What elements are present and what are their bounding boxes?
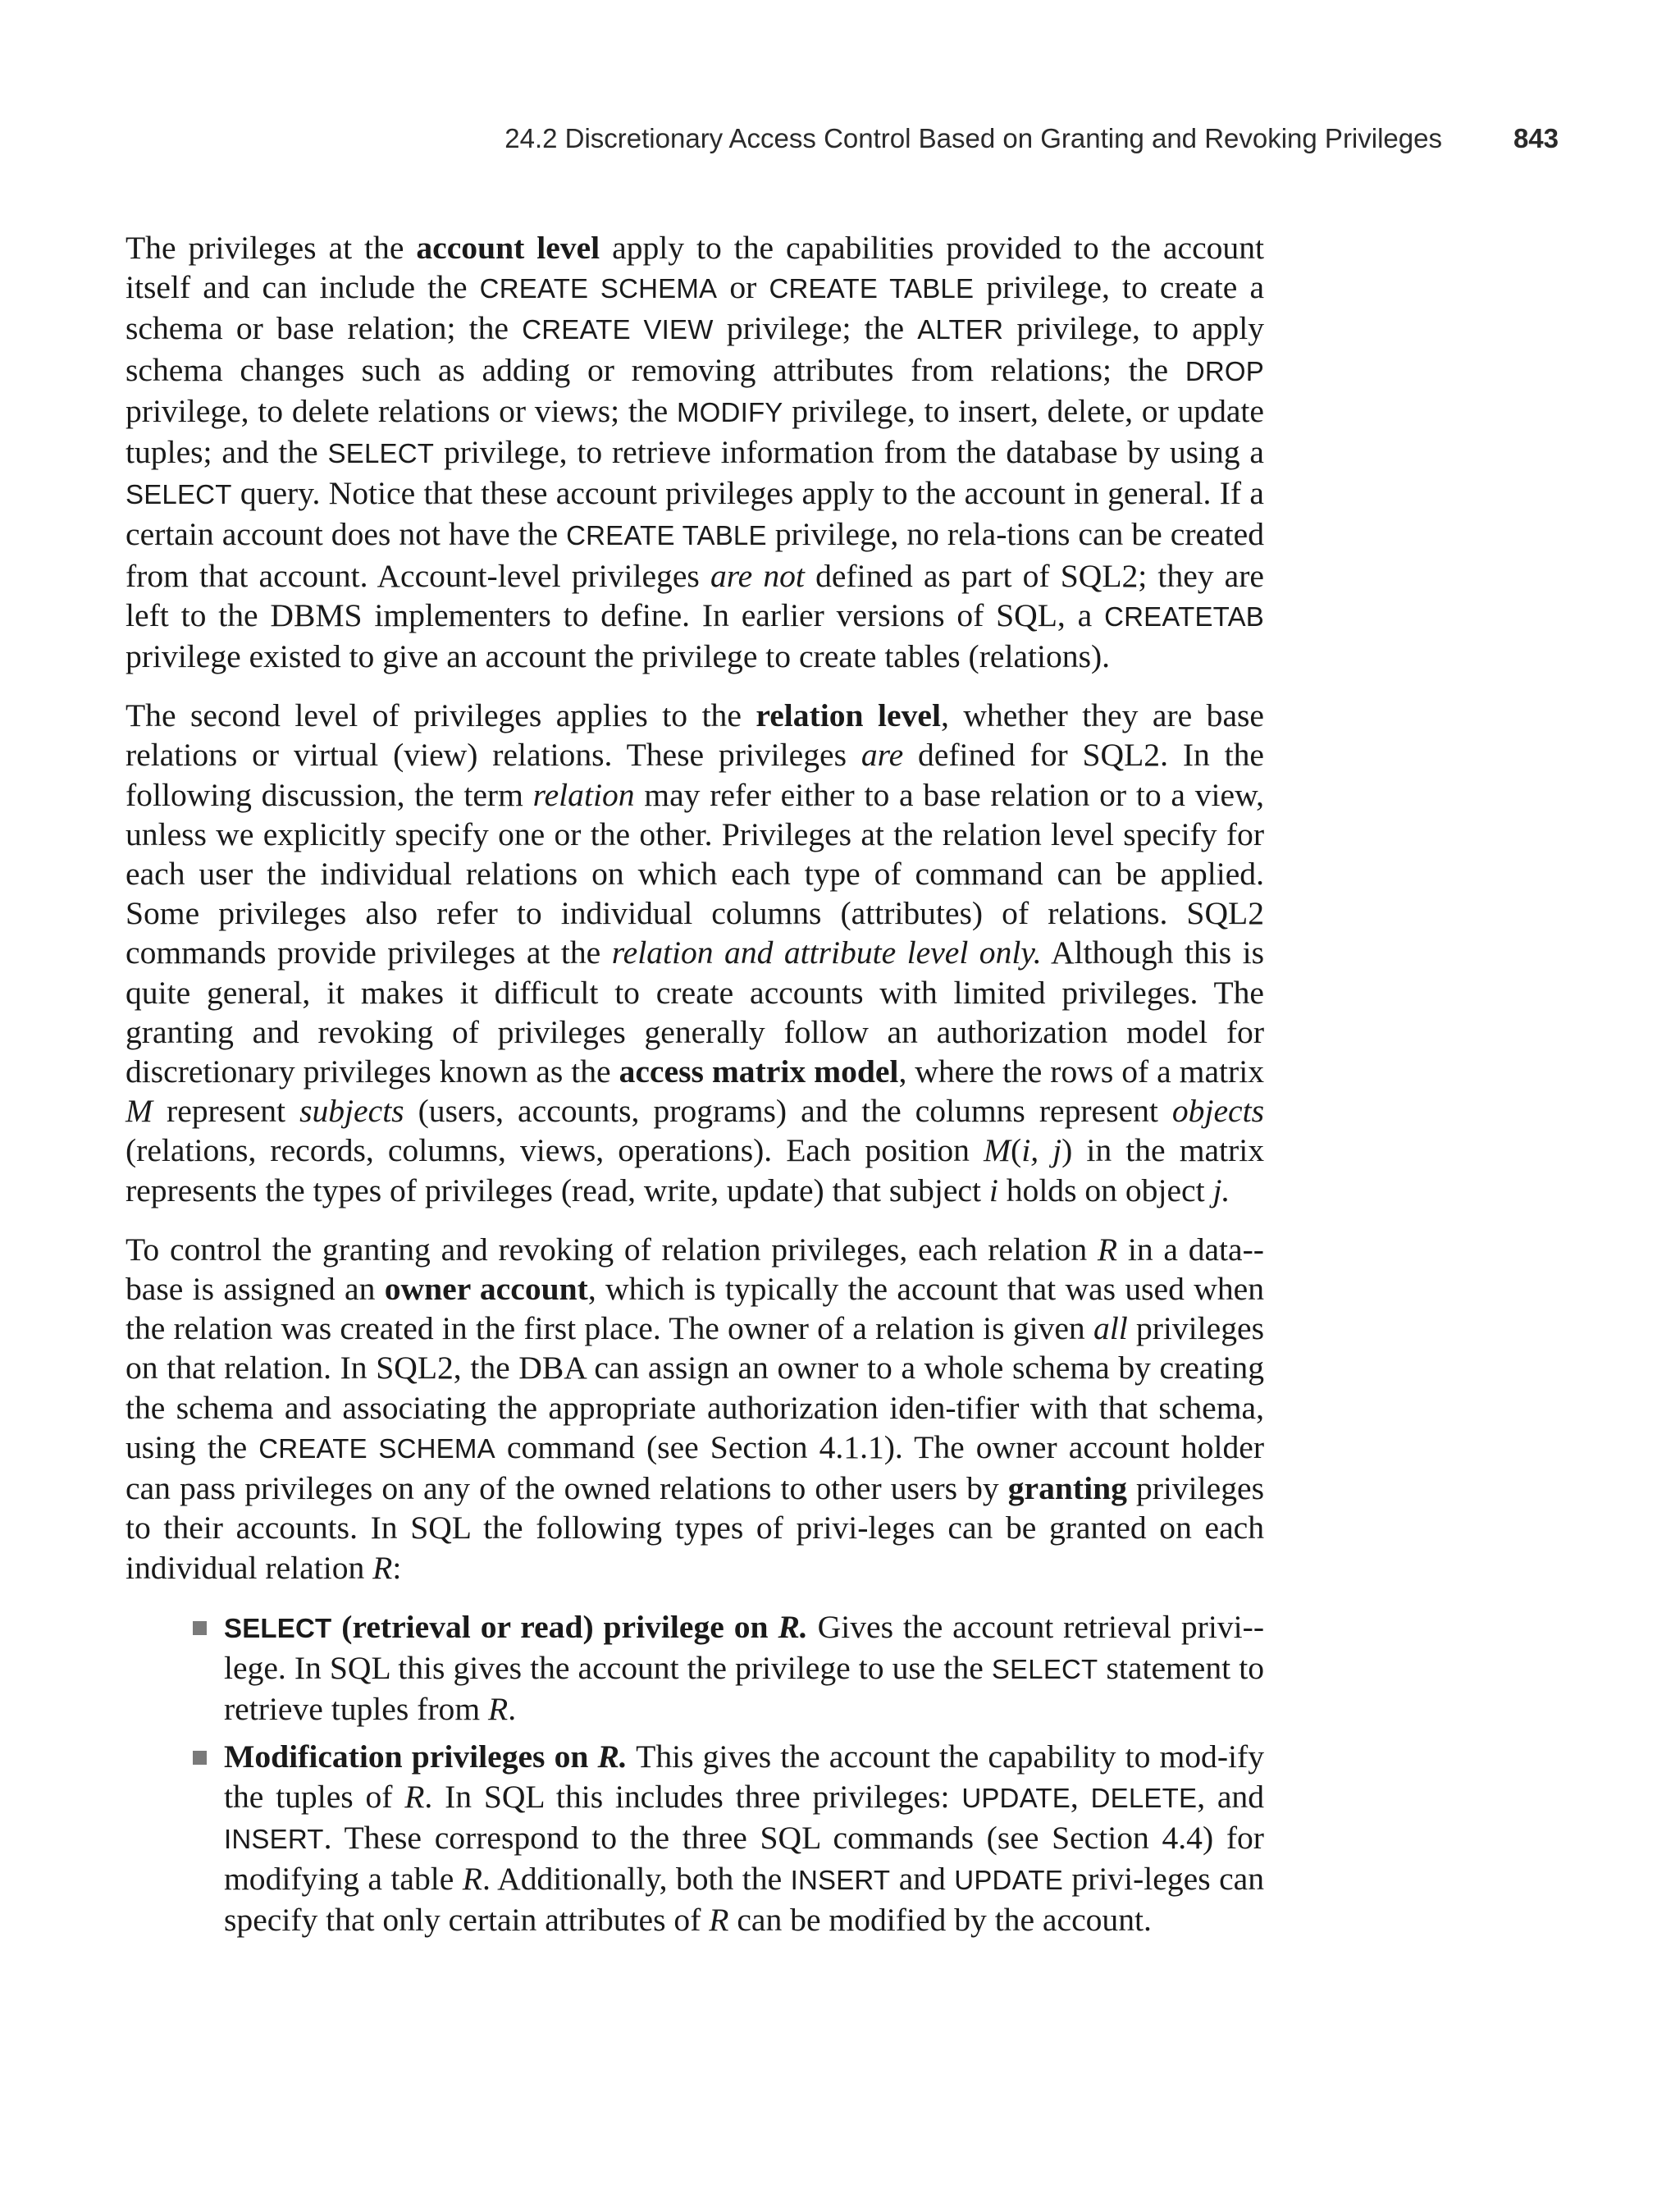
- emphasis: R: [372, 1549, 393, 1586]
- text-run: The privileges at the: [126, 230, 417, 266]
- paragraph-relation-level: [126, 696, 1264, 1210]
- emphasis: i: [988, 1172, 998, 1208]
- text-run: privilege, to apply schema changes such as adding or removing attributes from relations; the: [126, 310, 1265, 388]
- sql-keyword: UPDATE: [961, 1782, 1071, 1813]
- sql-keyword: DELETE: [1090, 1782, 1198, 1813]
- text-run: privilege, to create a schema or base relation; the: [126, 269, 1265, 347]
- sql-keyword: CREATE TABLE: [769, 273, 975, 304]
- emphasis: relation: [532, 776, 635, 813]
- sql-keyword: CREATE TABLE: [566, 520, 767, 551]
- text-run: This gives the account the capability to mod-ify the tuples of: [224, 1738, 1264, 1815]
- emphasis: R: [1097, 1231, 1118, 1268]
- text-run: privilege, no rela-tions can be created from that account. Account-level privileges: [126, 516, 1264, 594]
- paragraph-owner-account: [126, 1230, 1264, 1588]
- emphasis: R: [488, 1691, 509, 1728]
- text-run: privi-leges can specify that only certain attributes of: [224, 1860, 1264, 1939]
- running-head: [427, 120, 1559, 158]
- bold-run: Modification privileges on: [224, 1738, 598, 1775]
- list-item-modification-privileges: [224, 1737, 1264, 1939]
- emphasis: R.: [778, 1608, 808, 1645]
- sql-keyword: UPDATE: [954, 1864, 1063, 1895]
- paragraph-account-level: [126, 228, 1264, 676]
- sql-keyword: CREATE VIEW: [522, 314, 714, 345]
- emphasis: objects: [1171, 1093, 1264, 1130]
- text-run: (relations, records, columns, views, operations). Each position: [126, 1132, 984, 1169]
- emphasis: subjects: [299, 1093, 404, 1130]
- square-bullet-icon: [193, 1621, 207, 1635]
- sql-keyword: INSERT: [224, 1823, 324, 1854]
- sql-keyword: CREATE SCHEMA: [479, 273, 718, 304]
- text-run: Gives the account retrieval privi-lege. In SQL this gives the account the privilege to use the: [224, 1608, 1264, 1686]
- text-run: defined as part of SQL2; they are left to the DBMS implementers to define. In earlier versions of SQL, a: [126, 557, 1264, 633]
- text-run: ) in the matrix represents the types of privileges (read, write, update) that subject: [126, 1132, 1265, 1208]
- text-run: can be modified by the account.: [728, 1902, 1152, 1939]
- list-item-select-privilege: [224, 1607, 1264, 1729]
- body-text: [126, 228, 1264, 1948]
- text-run: , which is typically the account that was used when the relation was created in the first place. The owner of a relation is given: [126, 1271, 1264, 1347]
- sql-keyword: SELECT: [327, 438, 435, 469]
- sql-keyword: INSERT: [790, 1864, 891, 1895]
- section-title: 24.2 Discretionary Access Control Based on Granting and Revoking Privileges: [504, 123, 1442, 153]
- text-run: defined for SQL2. In the following discussion, the term: [126, 737, 1264, 813]
- text-run: apply to the capabilities provided to the account itself and can include the: [126, 230, 1264, 306]
- text-run: privilege, to retrieve information from the database by using a: [434, 434, 1264, 471]
- sql-keyword: CREATE SCHEMA: [258, 1432, 495, 1464]
- sql-keyword: SELECT: [126, 479, 232, 510]
- text-run: Although this is quite general, it makes it difficult to create accounts with limited privileges. The granting and revoking of privileges generally follow an authorization model for discretionary privileges known as the: [126, 934, 1264, 1090]
- emphasis: R.: [597, 1738, 628, 1775]
- emphasis: i, j: [1021, 1132, 1062, 1169]
- emphasis: are not: [710, 557, 805, 594]
- text-run: (: [1011, 1132, 1022, 1169]
- page-number: 843: [1513, 123, 1559, 153]
- text-run: represent: [152, 1093, 300, 1130]
- text-run: command (see Section 4.1.1). The owner account holder can pass privileges on any of the owned relations to other users by: [126, 1428, 1264, 1507]
- term-access-matrix-model: access matrix model: [619, 1053, 899, 1090]
- sql-keyword: SELECT: [991, 1653, 1098, 1684]
- text-run: privileges to their accounts. In SQL the following types of privi-leges can be granted on each individual relation: [126, 1470, 1265, 1586]
- text-run: ,: [1070, 1778, 1091, 1815]
- text-run: privilege, to insert, delete, or update tuples; and the: [126, 392, 1264, 471]
- term-relation-level: relation level: [756, 697, 941, 734]
- bold-run: (retrieval or read) privilege on: [331, 1608, 778, 1645]
- text-run: in a data-base is assigned an: [126, 1231, 1264, 1308]
- text-run: , where the rows of a matrix: [898, 1053, 1264, 1090]
- text-run: privilege existed to give an account the privilege to create tables (relations).: [126, 638, 1111, 675]
- term-account-level: account level: [416, 230, 600, 266]
- sql-keyword: CREATETAB: [1104, 601, 1264, 632]
- emphasis: R: [709, 1902, 729, 1939]
- text-run: holds on object: [998, 1172, 1213, 1208]
- text-run: . These correspond to the three SQL commands (see Section 4.4) for modifying a table: [224, 1819, 1264, 1897]
- text-run: :: [392, 1549, 402, 1586]
- text-run: statement to retrieve tuples from: [224, 1649, 1264, 1728]
- term-granting: granting: [1007, 1470, 1127, 1507]
- text-run: . Additionally, both the: [482, 1860, 791, 1897]
- text-run: and: [890, 1860, 955, 1897]
- text-run: may refer either to a base relation or to a view, unless we explicitly specify one or the other. Privileges at the relation level specify for each user the individual relations on which each type of command can be applied. Some privileges also refer to individual columns (attributes) of relations. SQL2 commands provide privileges at the: [126, 776, 1264, 971]
- text-run: privilege, to delete relations or views; the: [126, 392, 677, 429]
- text-run: . In SQL this includes three privileges:: [424, 1778, 962, 1815]
- square-bullet-icon: [193, 1751, 207, 1765]
- emphasis: R: [462, 1860, 482, 1897]
- emphasis: j.: [1212, 1172, 1230, 1208]
- sql-keyword: SELECT: [224, 1612, 332, 1643]
- text-run: , whether they are base relations or virtual (view) relations. These privileges: [126, 697, 1264, 774]
- text-run: privileges on that relation. In SQL2, the DBA can assign an owner to a whole schema by creating the schema and associating the appropriate authorization iden-tifier with that schema, using the: [126, 1310, 1265, 1465]
- emphasis: all: [1093, 1310, 1128, 1347]
- text-run: or: [717, 269, 769, 306]
- text-run: The second level of privileges applies to the: [126, 697, 756, 734]
- emphasis: are: [861, 737, 904, 774]
- sql-keyword: ALTER: [917, 314, 1004, 345]
- text-run: To control the granting and revoking of relation privileges, each relation: [126, 1231, 1098, 1268]
- text-run: (users, accounts, programs) and the columns represent: [404, 1093, 1172, 1130]
- sql-keyword: MODIFY: [676, 396, 783, 427]
- emphasis: M: [126, 1093, 153, 1130]
- text-run: , and: [1197, 1778, 1265, 1815]
- privilege-list: [126, 1607, 1264, 1940]
- text-run: privilege; the: [713, 310, 918, 347]
- term-owner-account: owner account: [384, 1271, 588, 1308]
- emphasis: M: [984, 1132, 1011, 1169]
- text-run: .: [508, 1691, 517, 1728]
- text-run: query. Notice that these account privileges apply to the account in general. If a certain account does not have the: [126, 475, 1264, 553]
- sql-keyword: DROP: [1185, 355, 1264, 386]
- emphasis: relation and attribute level only.: [611, 934, 1042, 971]
- emphasis: R: [404, 1778, 425, 1815]
